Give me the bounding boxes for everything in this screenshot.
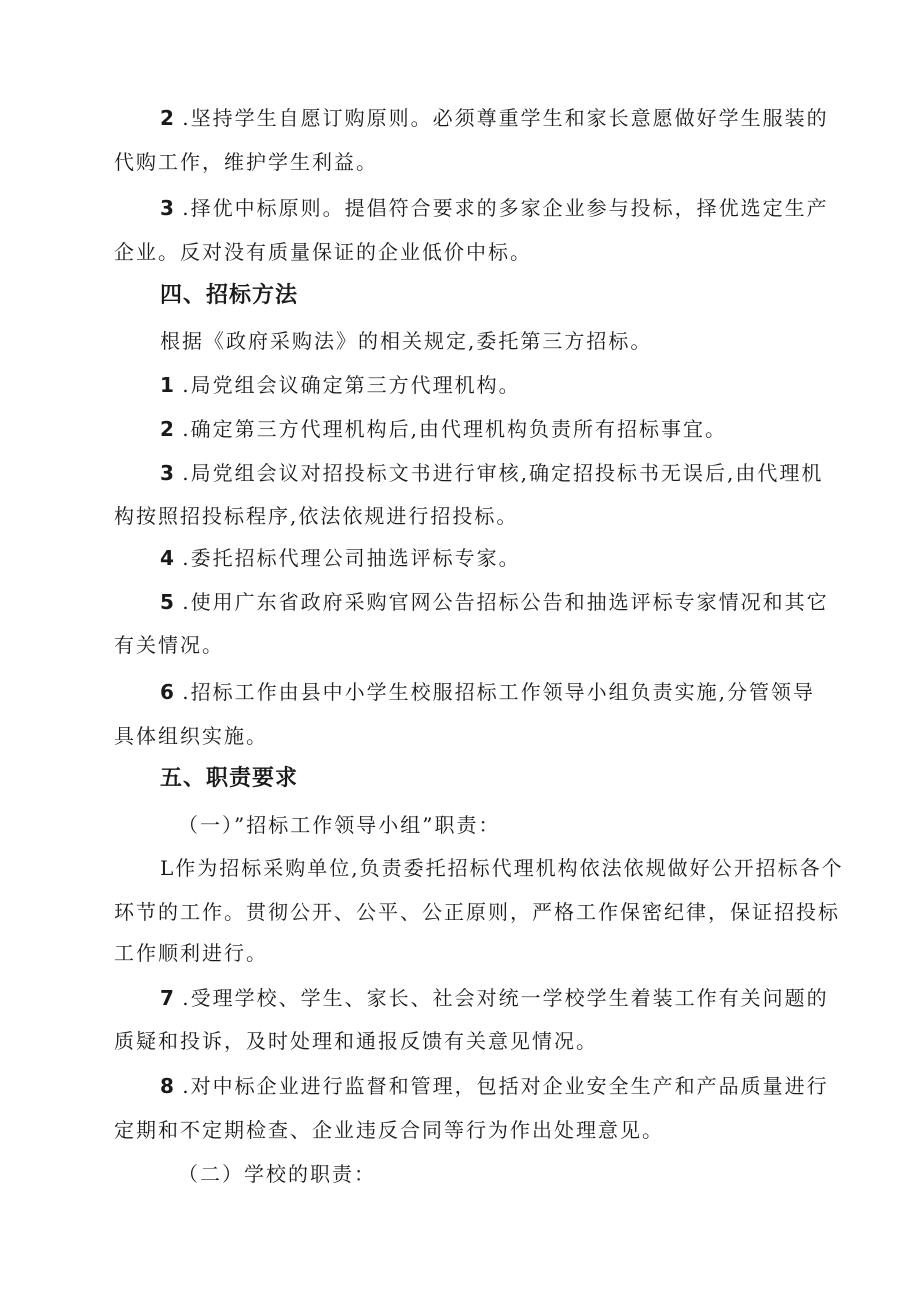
item-number: 2 [160,106,174,130]
paragraph-line [160,1073,829,1099]
item-number: 1 [160,373,174,397]
item-text: .招标工作由县中小学生校服招标工作领导小组负责实施,分管领导 [173,680,815,704]
paragraph-line [160,679,815,705]
item-text: .使用广东省政府采购官网公告招标公告和抽选评标专家情况和其它 [173,590,829,614]
paragraph-line: 具体组织实施。 [114,724,268,748]
subsection-heading: （二）学校的职责： [178,1162,376,1186]
paragraph-line: 工作顺利进行。 [114,941,268,965]
section-heading: 四、招标方法 [160,283,299,308]
item-number: 4 [160,546,174,570]
paragraph-line [160,105,829,131]
item-number: 8 [160,1074,174,1098]
paragraph-line: 定期和不定期检查、企业违反合同等行为作出处理意见。 [114,1118,664,1142]
item-text: .局党组会议对招投标文书进行审核,确定招投标书无误后,由代理机 [173,461,824,485]
item-text: .对中标企业进行监督和管理，包括对企业安全生产和产品质量进行 [173,1074,829,1098]
item-number: 7 [160,986,174,1010]
paragraph-line: 环节的工作。贯彻公开、公平、公正原则，严格工作保密纪律，保证招投标 [114,900,840,924]
item-number: 2 [160,417,174,441]
item-text: .局党组会议确定第三方代理机构。 [173,373,521,397]
paragraph-line: 企业。反对没有质量保证的企业低价中标。 [114,240,532,264]
item-text: .确定第三方代理机构后,由代理机构负责所有招标事宜。 [173,417,727,441]
paragraph-line [160,985,829,1011]
item-text: .坚持学生自愿订购原则。必须尊重学生和家长意愿做好学生服装的 [173,106,829,130]
item-number: 5 [160,590,174,614]
paragraph-line: 代购工作，维护学生利益。 [114,150,378,174]
paragraph-line [160,372,521,398]
paragraph-line [160,416,727,442]
item-number: 3 [160,196,174,220]
item-number: 6 [160,680,174,704]
item-text: .择优中标原则。提倡符合要求的多家企业参与投标，择优选定生产 [173,196,829,220]
paragraph-line: L作为招标采购单位,负责委托招标代理机构依法依规做好公开招标各个 [160,856,844,880]
paragraph-line [160,195,829,221]
item-number: 3 [160,461,174,485]
paragraph-line [160,460,823,486]
paragraph-line: 有关情况。 [114,633,224,657]
paragraph-line: 根据《政府采购法》的相关规定,委托第三方招标。 [160,329,653,353]
paragraph-line [160,589,829,615]
item-text: .委托招标代理公司抽选评标专家。 [173,546,521,570]
paragraph-line [160,545,521,571]
subsection-heading: （一）”招标工作领导小组”职责： [178,813,501,837]
paragraph-line: 构按照招投标程序,依法依规进行招投标。 [114,504,519,528]
item-text: .受理学校、学生、家长、社会对统一学校学生着装工作有关问题的 [173,986,829,1010]
section-heading: 五、职责要求 [160,766,299,791]
paragraph-line: 质疑和投诉，及时处理和通报反馈有关意见情况。 [114,1029,598,1053]
